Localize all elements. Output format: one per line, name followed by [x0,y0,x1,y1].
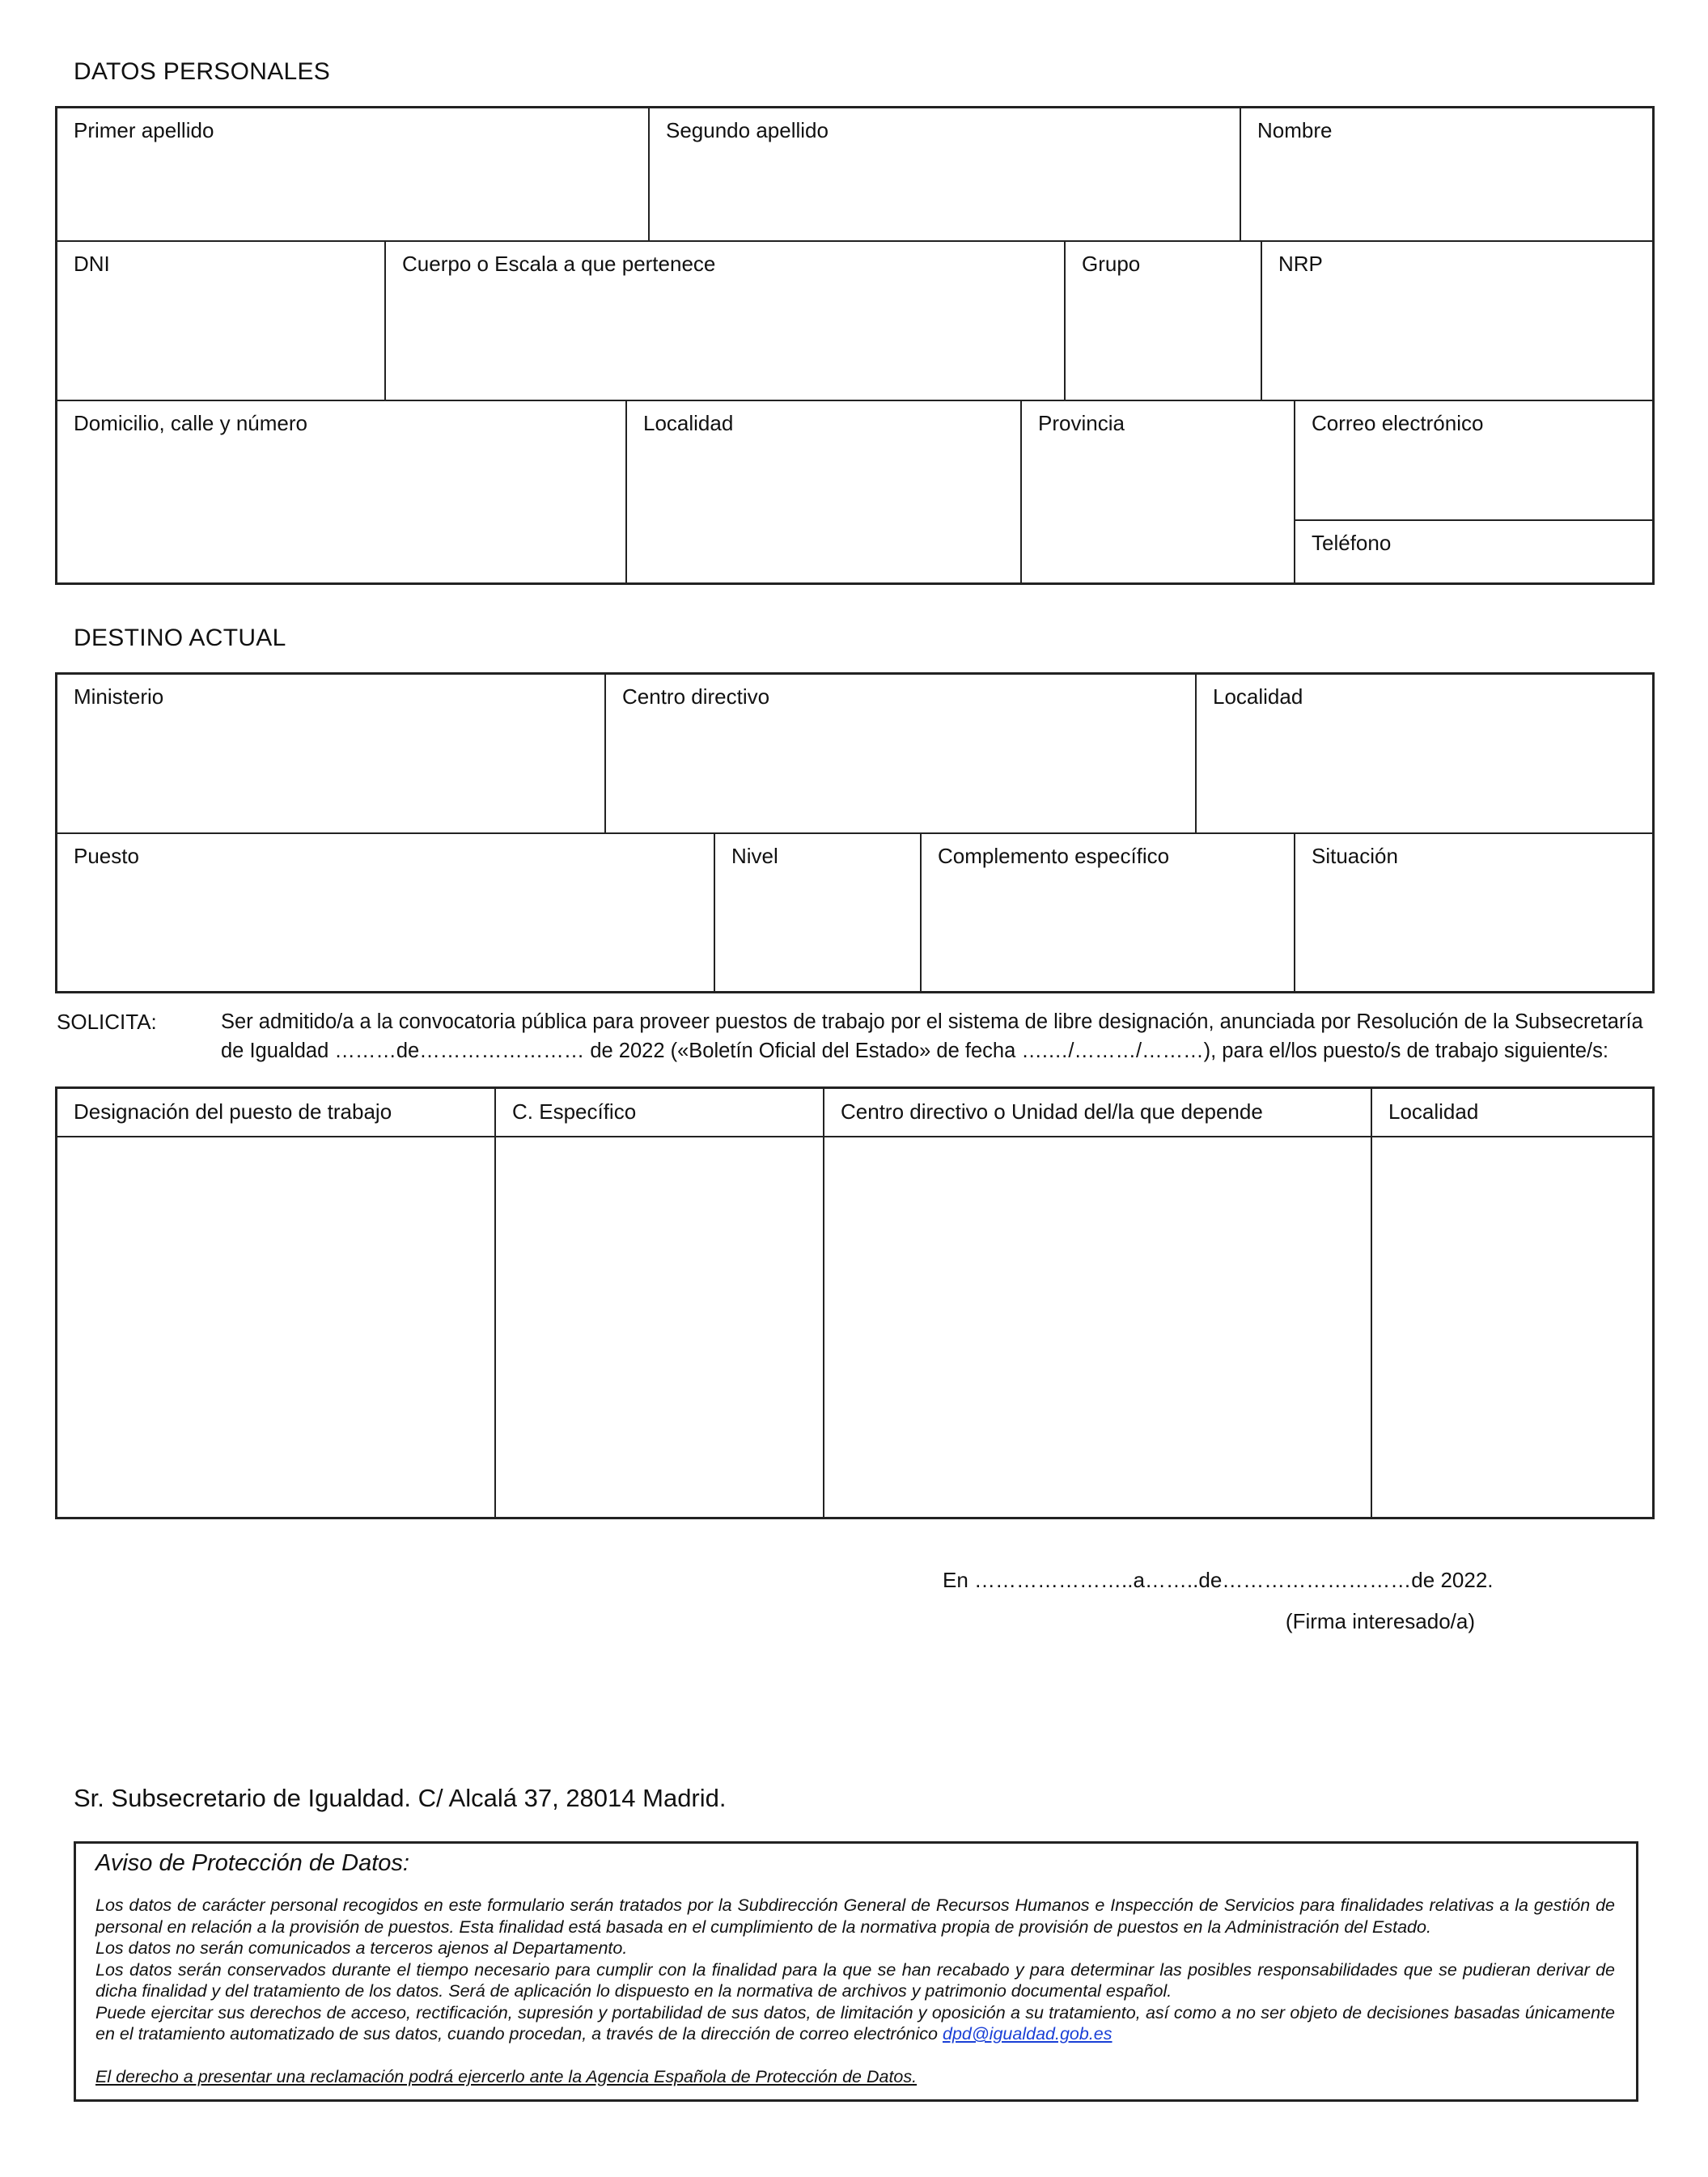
destino-grid [55,672,1655,993]
field-label: DNI [74,252,110,276]
addressee: Sr. Subsecretario de Igualdad. C/ Alcalá 37, 28014 Madrid. [74,1784,727,1812]
solicita-label: SOLICITA: [57,1010,157,1034]
field-puesto[interactable] [57,834,715,991]
table-header-especifico [496,1089,824,1137]
privacy-paragraph: Los datos serán conservados durante el tiempo necesario para cumplir con la finalidad para la que se han recabado y para determinar las posibles responsabilidades que se pudieran derivar de dicha finalidad y del tratamiento de los datos. Será de aplicación lo dispuesto en la normativa de archivos y patrimonio documental español. [95,1959,1615,2001]
field-label: Nombre [1257,118,1333,142]
privacy-complaint-note: El derecho a presentar una reclamación podrá ejercerlo ante la Agencia Española de Protección de Datos. [95,2066,918,2086]
field-segundo-apellido[interactable] [650,108,1241,242]
privacy-paragraph [95,2002,1615,2045]
field-complemento[interactable] [922,834,1295,991]
spacer [95,2045,1615,2066]
signature-caption: (Firma interesado/a) [1285,1609,1475,1633]
field-destino-localidad[interactable] [1197,675,1652,834]
column-header: Designación del puesto de trabajo [74,1099,392,1124]
field-label: Localidad [643,411,734,435]
solicita-line-2: de Igualdad ………de…………………… de 2022 («Boletín Oficial del Estado» de fecha ….…/………/………), para el/los puesto/s de trabajo siguiente/s: [221,1040,1608,1062]
column-header: C. Específico [512,1099,637,1124]
field-label: Complemento específico [938,844,1170,868]
puestos-table [55,1086,1655,1519]
field-label: Correo electrónico [1312,411,1484,435]
table-header-designacion [57,1089,496,1137]
table-cell-especifico[interactable] [496,1137,824,1517]
field-telefono[interactable] [1295,521,1652,582]
field-domicilio[interactable] [57,401,627,582]
field-label: Situación [1312,844,1398,868]
field-nrp[interactable] [1262,242,1652,401]
privacy-rights-text: Puede ejercitar sus derechos de acceso, rectificación, supresión y portabilidad de sus datos, de limitación y oposición a su tratamiento, así como a no ser objeto de decisiones basadas únicamente en el tratamiento automatizado de sus datos, cuando procedan, a través de la dirección de correo electrónico [95,2002,1615,2044]
field-ministerio[interactable] [57,675,606,834]
field-label: Cuerpo o Escala a que pertenece [402,252,716,276]
table-cell-designacion[interactable] [57,1137,496,1517]
dpd-email-link[interactable]: dpd@igualdad.gob.es [942,2024,1113,2044]
solicita-line-1: Ser admitido/a a la convocatoria pública para proveer puestos de trabajo por el sistema de libre designación, anunciada por Resolución de la Subsecretaría [221,1010,1643,1033]
field-correo[interactable] [1295,401,1652,521]
section-title-destino-actual: DESTINO ACTUAL [74,625,286,651]
table-cell-localidad[interactable] [1372,1137,1652,1517]
field-dni[interactable] [57,242,386,401]
privacy-paragraph: Los datos no serán comunicados a terceros ajenos al Departamento. [95,1938,628,1958]
field-nombre[interactable] [1241,108,1652,242]
field-label: Teléfono [1312,531,1392,555]
column-header: Centro directivo o Unidad del/la que depende [841,1099,1263,1124]
field-situacion[interactable] [1295,834,1652,991]
field-label: Provincia [1038,411,1125,435]
personal-data-grid [55,106,1655,585]
privacy-title: Aviso de Protección de Datos: [95,1850,409,1876]
field-localidad[interactable] [627,401,1022,582]
field-centro-directivo[interactable] [606,675,1197,834]
field-label: Nivel [731,844,778,868]
place-date-line: En …………………..a……..de………………………de 2022. [943,1568,1494,1592]
field-primer-apellido[interactable] [57,108,650,242]
field-label: Ministerio [74,684,164,709]
privacy-notice-box [74,1841,1638,2102]
field-label: Domicilio, calle y número [74,411,307,435]
column-header: Localidad [1388,1099,1479,1124]
table-header-centro [824,1089,1372,1137]
field-label: Localidad [1213,684,1303,709]
field-provincia[interactable] [1022,401,1295,582]
field-nivel[interactable] [715,834,922,991]
field-cuerpo-escala[interactable] [386,242,1066,401]
field-label: Segundo apellido [666,118,829,142]
privacy-body [95,1895,1615,2087]
table-header-localidad [1372,1089,1652,1137]
field-grupo[interactable] [1066,242,1262,401]
section-title-datos-personales: DATOS PERSONALES [74,58,331,85]
privacy-paragraph: Los datos de carácter personal recogidos en este formulario serán tratados por la Subdirección General de Recursos Humanos e Inspección de Servicios para finalidades relativas a la gestión de personal en relación a la provisión de puestos. Esta finalidad está basada en el cumplimiento de la normativa propia de provisión de puestos en la Administración del Estado. [95,1895,1615,1937]
field-label: Primer apellido [74,118,214,142]
field-label: NRP [1278,252,1323,276]
field-label: Centro directivo [622,684,770,709]
table-cell-centro[interactable] [824,1137,1372,1517]
field-label: Grupo [1082,252,1141,276]
field-label: Puesto [74,844,139,868]
